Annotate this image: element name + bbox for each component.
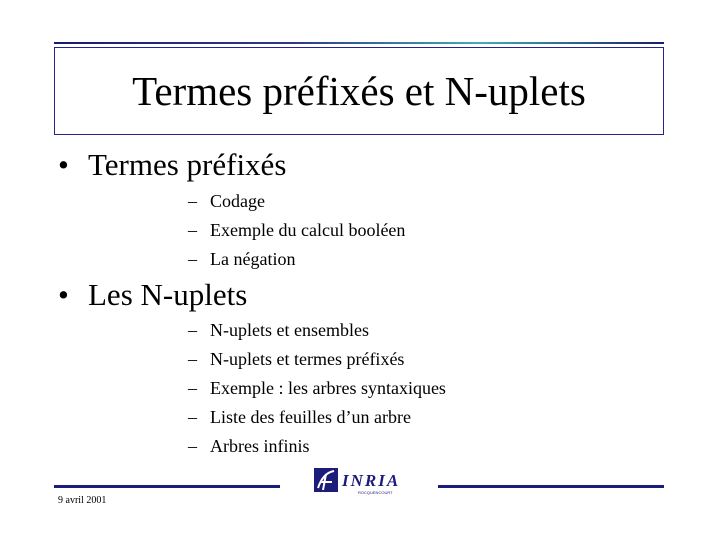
- list-item-label: N-uplets et ensembles: [210, 320, 369, 340]
- list-item: [58, 345, 446, 374]
- title-box: [54, 47, 664, 135]
- list-item: [58, 432, 446, 461]
- list-item: [58, 403, 446, 432]
- bullet: •: [58, 277, 69, 312]
- dash: –: [188, 249, 197, 269]
- footer-rule-left: [54, 485, 280, 488]
- dash: –: [188, 349, 197, 369]
- sub-list: [58, 187, 405, 274]
- logo-text: INRIA: [342, 471, 401, 490]
- list-item: [58, 316, 446, 345]
- list-item-label: Exemple du calcul booléen: [210, 220, 406, 240]
- list-item: [58, 245, 405, 274]
- section-termes-prefixes: [58, 147, 405, 274]
- section-les-n-uplets: [58, 277, 446, 461]
- list-item: [58, 216, 405, 245]
- dash: –: [188, 320, 197, 340]
- list-item-label: Arbres infinis: [210, 436, 310, 456]
- dash: –: [188, 407, 197, 427]
- slide-title: Termes préfixés et N-uplets: [132, 67, 586, 114]
- dash: –: [188, 220, 197, 240]
- section-heading-row: [58, 147, 405, 183]
- list-item-label: N-uplets et termes préfixés: [210, 349, 405, 369]
- list-item: [58, 187, 405, 216]
- dash: –: [188, 191, 197, 211]
- list-item-label: Liste des feuilles d’un arbre: [210, 407, 411, 427]
- list-item-label: Exemple : les arbres syntaxiques: [210, 378, 446, 398]
- list-item: [58, 374, 446, 403]
- section-heading-row: [58, 277, 446, 313]
- footer-rule-right: [438, 485, 664, 488]
- footer-date: 9 avril 2001: [58, 495, 107, 506]
- list-item-label: Codage: [210, 191, 265, 211]
- section-heading: Les N-uplets: [88, 277, 248, 312]
- dash: –: [188, 378, 197, 398]
- bullet: •: [58, 147, 69, 182]
- logo-subtext: ROCQUENCOURT: [358, 490, 393, 495]
- section-heading: Termes préfixés: [88, 147, 287, 182]
- inria-logo: [312, 466, 424, 496]
- sub-list: [58, 316, 446, 461]
- top-rule: [54, 42, 664, 44]
- list-item-label: La négation: [210, 249, 296, 269]
- dash: –: [188, 436, 197, 456]
